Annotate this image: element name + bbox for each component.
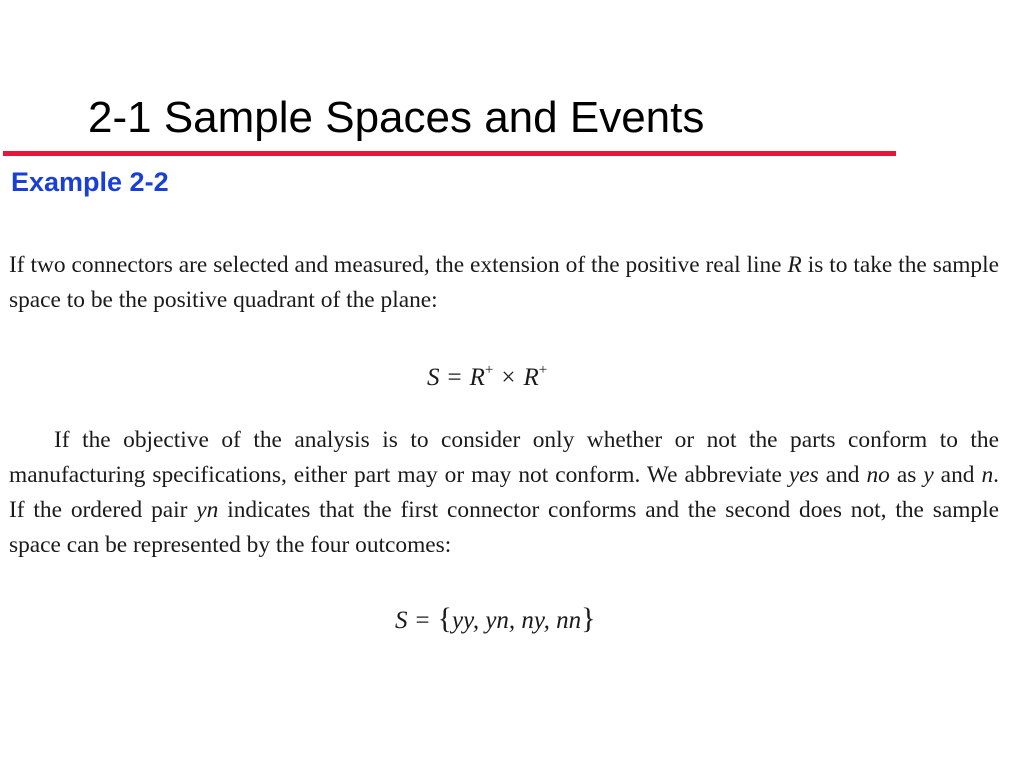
slide-title: 2-1 Sample Spaces and Events bbox=[88, 93, 705, 142]
eq1-sup-right: + bbox=[538, 362, 548, 378]
paragraph2-y: y bbox=[923, 462, 934, 488]
paragraph-sample-space-intro bbox=[9, 248, 999, 318]
paragraph-conformance bbox=[9, 423, 999, 563]
eq1-r-right: R bbox=[523, 364, 539, 391]
paragraph1-var-r: R bbox=[787, 252, 802, 278]
paragraph2-n: n bbox=[981, 462, 994, 488]
paragraph2-text-3: as bbox=[889, 462, 924, 488]
eq1-s: S bbox=[427, 364, 440, 391]
eq2-left-brace: { bbox=[437, 602, 453, 635]
title-divider bbox=[3, 151, 896, 156]
paragraph2-text-5: . If the ordered pair bbox=[9, 462, 1000, 523]
paragraph2-text-4: and bbox=[933, 462, 982, 488]
eq2-outcomes: yy, yn, ny, nn bbox=[452, 607, 582, 634]
paragraph2-text-1: If the objective of the analysis is to consider only whether or not the parts conform to the manufacturing specifications, either part may or may not conform. We abbreviate bbox=[9, 427, 999, 488]
eq2-s: S bbox=[395, 607, 408, 634]
paragraph2-no: no bbox=[866, 462, 890, 488]
paragraph1-text-1: If two connectors are selected and measured, the extension of the positive real line bbox=[9, 252, 788, 278]
paragraph2-text-2: and bbox=[818, 462, 867, 488]
eq2-right-brace: } bbox=[581, 602, 596, 635]
eq1-equals: = bbox=[447, 364, 462, 391]
eq1-r-left: R bbox=[469, 364, 485, 391]
eq1-times: × bbox=[501, 364, 516, 391]
paragraph2-yn: yn bbox=[196, 497, 219, 523]
paragraph1-text-2: is to take the sample space to be the positive quadrant of the plane: bbox=[9, 252, 999, 313]
paragraph2-yes: yes bbox=[788, 462, 819, 488]
equation-s-equals-r-cross-r bbox=[427, 354, 547, 394]
eq2-equals: = bbox=[415, 607, 430, 634]
paragraph2-text-6: indicates that the first connector conforms and the second does not, the sample space can be represented by the four outcomes: bbox=[9, 497, 999, 558]
equation-sample-space-set bbox=[395, 603, 596, 637]
example-label: Example 2-2 bbox=[11, 167, 169, 197]
eq1-sup-left: + bbox=[484, 362, 494, 378]
